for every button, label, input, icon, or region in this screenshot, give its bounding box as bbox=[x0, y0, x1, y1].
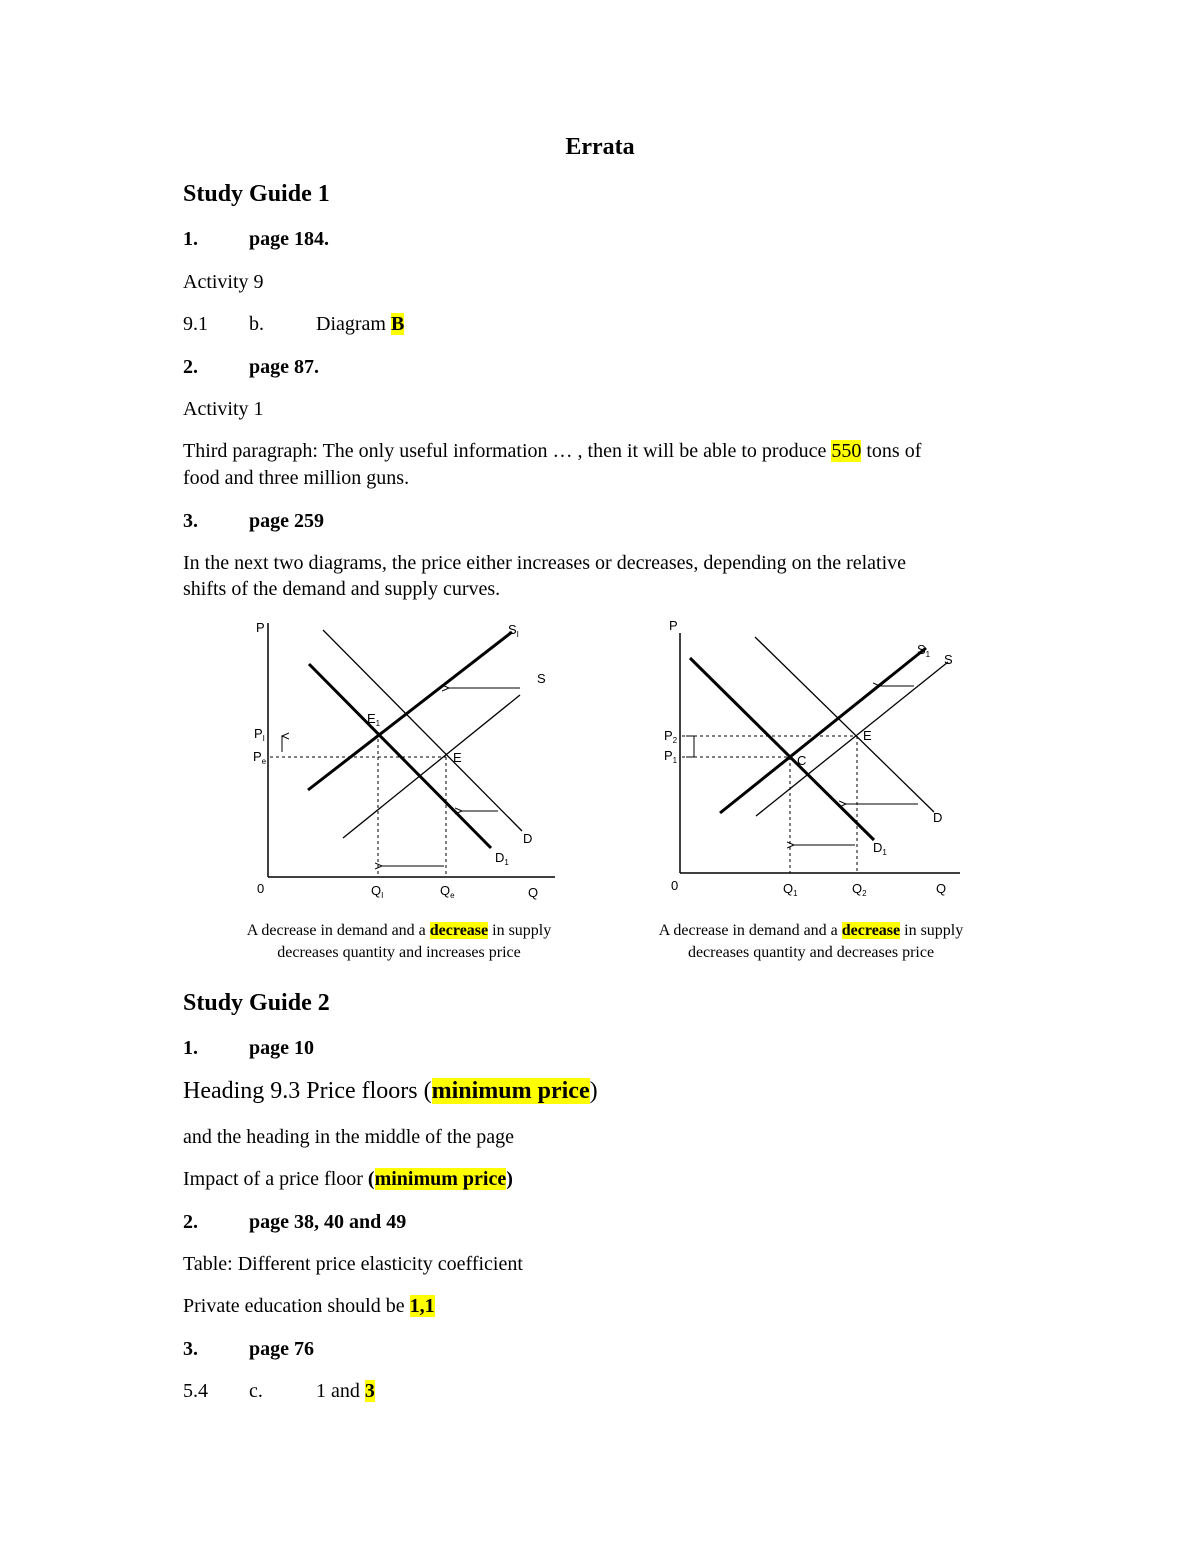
label-d: D bbox=[523, 831, 533, 846]
activity-label: Activity 9 bbox=[183, 271, 264, 293]
item-number: 1. bbox=[183, 228, 198, 250]
label-p1: $P_I$ bbox=[254, 726, 265, 743]
label-origin: 0 bbox=[671, 878, 679, 893]
item-number: 1. bbox=[183, 1037, 198, 1059]
paragraph-line: Private education should be 1,1 bbox=[183, 1295, 435, 1317]
label-q1: $Q_I$ bbox=[371, 883, 384, 900]
paragraph-line: Third paragraph: The only useful information … , then it will be able to produce 550 tons of bbox=[183, 440, 922, 462]
label-q2: $Q_2$ bbox=[852, 881, 867, 898]
label-s: S bbox=[537, 671, 546, 686]
supply-demand-diagram-right bbox=[660, 615, 980, 905]
highlighted-correction: decrease bbox=[429, 922, 489, 939]
item-page: page 38, 40 and 49 bbox=[249, 1211, 407, 1233]
correction-text: 1 and 3 bbox=[316, 1380, 375, 1402]
demand-curve-d1 bbox=[690, 658, 874, 840]
highlighted-correction: minimum price bbox=[374, 1168, 507, 1190]
item-page: page 259 bbox=[249, 510, 324, 532]
highlighted-correction: 550 bbox=[831, 440, 862, 462]
paragraph-line: Impact of a price floor (minimum price) bbox=[183, 1168, 513, 1190]
correction-text: Diagram B bbox=[316, 313, 405, 335]
diagram-caption-left: A decrease in demand and a decrease in supply decreases quantity and increases price bbox=[246, 922, 552, 961]
label-e: E bbox=[863, 728, 872, 743]
label-pe: $P_e$ bbox=[253, 749, 267, 766]
axis-label-p: P bbox=[669, 618, 678, 633]
paragraph-line: shifts of the demand and supply curves. bbox=[183, 578, 501, 600]
highlighted-correction: 3 bbox=[364, 1380, 375, 1402]
highlighted-correction: B bbox=[390, 313, 405, 335]
item-number: 2. bbox=[183, 356, 198, 378]
label-d: D bbox=[933, 810, 943, 825]
item-number: 3. bbox=[183, 510, 198, 532]
label-s: S bbox=[944, 652, 953, 667]
label-qe: $Q_e$ bbox=[440, 883, 455, 900]
label-s1: $S_I$ bbox=[508, 622, 519, 639]
study-guide-2-heading: Study Guide 2 bbox=[183, 990, 330, 1016]
supply-curve-s bbox=[756, 662, 948, 816]
label-e1: $E_1$ bbox=[367, 711, 381, 728]
study-guide-1-heading: Study Guide 1 bbox=[183, 181, 330, 207]
label-e: E bbox=[453, 750, 462, 765]
axis-label-q: Q bbox=[528, 885, 539, 900]
item-page: page 76 bbox=[249, 1338, 314, 1360]
price-change-bracket bbox=[686, 736, 694, 757]
question-code: 5.4 bbox=[183, 1380, 208, 1402]
axis-label-p: P bbox=[256, 620, 265, 635]
item-page: page 87. bbox=[249, 356, 319, 378]
label-p1: $P_1$ bbox=[664, 748, 678, 765]
axis-label-q: Q bbox=[936, 881, 947, 896]
label-origin: 0 bbox=[257, 881, 265, 896]
demand-curve-d bbox=[323, 630, 522, 831]
demand-curve-d1 bbox=[309, 664, 491, 848]
item-number: 2. bbox=[183, 1211, 198, 1233]
highlighted-correction: decrease bbox=[841, 922, 901, 939]
label-d1: $D_1$ bbox=[495, 850, 509, 867]
section-heading-line: Heading 9.3 Price floors (minimum price) bbox=[183, 1078, 598, 1104]
activity-label: Activity 1 bbox=[183, 398, 264, 420]
question-letter: b. bbox=[249, 313, 264, 335]
paragraph-line: Table: Different price elasticity coefficient bbox=[183, 1253, 523, 1275]
label-s1: $S_1$ bbox=[917, 642, 931, 659]
page-title: Errata bbox=[565, 134, 635, 160]
diagram-caption-right: A decrease in demand and a decrease in supply decreases quantity and decreases price bbox=[658, 922, 964, 961]
question-code: 9.1 bbox=[183, 313, 208, 335]
paragraph-line: In the next two diagrams, the price either increases or decreases, depending on the relative bbox=[183, 552, 907, 574]
item-page: page 10 bbox=[249, 1037, 314, 1059]
item-page: page 184. bbox=[249, 228, 329, 250]
label-p2: $P_2$ bbox=[664, 728, 678, 745]
supply-demand-diagram-left bbox=[250, 615, 570, 905]
paragraph-line: and the heading in the middle of the page bbox=[183, 1126, 515, 1148]
item-number: 3. bbox=[183, 1338, 198, 1360]
paragraph-line: food and three million guns. bbox=[183, 467, 410, 489]
label-c: C bbox=[797, 753, 807, 768]
label-q1: $Q_1$ bbox=[783, 881, 798, 898]
highlighted-correction: 1,1 bbox=[409, 1295, 435, 1317]
label-d1: $D_1$ bbox=[873, 840, 887, 857]
question-letter: c. bbox=[249, 1380, 263, 1402]
highlighted-correction: minimum price bbox=[431, 1078, 590, 1104]
